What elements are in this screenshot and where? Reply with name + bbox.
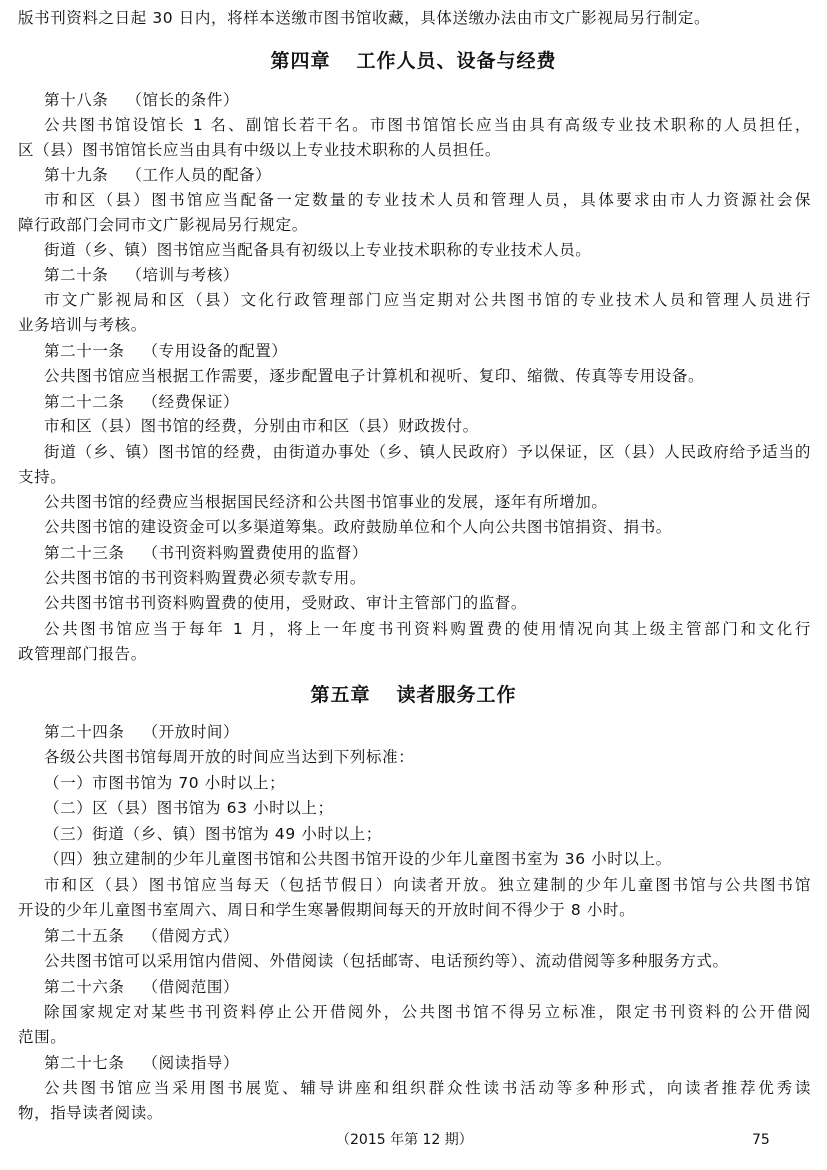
article-heading	[44, 263, 239, 287]
chapter-title: 读者服务工作	[396, 684, 517, 706]
paragraph-line: 市和区（县）图书馆应当每天（包括节假日）向读者开放。独立建制的少年儿童图书馆与公共图书馆	[44, 876, 811, 894]
list-item: （四）独立建制的少年儿童图书馆和公共图书馆开设的少年儿童图书室为 36 小时以上。	[44, 850, 672, 868]
paragraph-line: 公共图书馆的书刊资料购置费必须专款专用。	[44, 569, 367, 587]
chapter-title: 工作人员、设备与经费	[356, 50, 557, 72]
paragraph-line: 公共图书馆应当于每年 1 月，将上一年度书刊资料购置费的使用情况向其上级主管部门和文化行	[44, 620, 811, 638]
paragraph-line: 街道（乡、镇）图书馆应当配备具有初级以上专业技术职称的专业技术人员。	[44, 241, 592, 259]
article-heading	[44, 541, 368, 565]
article-heading	[44, 163, 271, 187]
article-heading	[44, 975, 239, 999]
paragraph-line: 公共图书馆设馆长 1 名、副馆长若干名。市图书馆馆长应当由具有高级专业技术职称的人员担任，	[44, 116, 811, 134]
article-number: 第二十六条	[44, 978, 125, 996]
article-number: 第二十七条	[44, 1054, 125, 1072]
paragraph-line: 物，指导读者阅读。	[18, 1104, 163, 1122]
paragraph-line: 区（县）图书馆馆长应当由具有中级以上专业技术职称的人员担任。	[18, 141, 502, 159]
article-number: 第二十条	[44, 266, 109, 284]
article-number: 第十九条	[44, 166, 109, 184]
article-heading	[44, 720, 239, 744]
article-title: （借阅范围）	[142, 978, 240, 996]
paragraph-line: 街道（乡、镇）图书馆的经费，由街道办事处（乡、镇人民政府）予以保证，区（县）人民政府给予适当的	[44, 443, 811, 461]
article-title: （阅读指导）	[142, 1054, 240, 1072]
paragraph-line: 障行政部门会同市文广影视局另行规定。	[18, 216, 308, 234]
article-title: （培训与考核）	[126, 266, 240, 284]
paragraph-line: 各级公共图书馆每周开放的时间应当达到下列标准：	[44, 748, 415, 766]
article-number: 第二十二条	[44, 393, 125, 411]
article-number: 第二十四条	[44, 723, 125, 741]
chapter-heading	[0, 680, 827, 710]
list-item: （二）区（县）图书馆为 63 小时以上；	[44, 799, 334, 817]
article-number: 第二十三条	[44, 544, 125, 562]
paragraph-line: 支持。	[18, 468, 67, 486]
article-heading	[44, 924, 239, 948]
article-title: （经费保证）	[142, 393, 240, 411]
paragraph-line: 公共图书馆的经费应当根据国民经济和公共图书馆事业的发展，逐年有所增加。	[44, 493, 608, 511]
paragraph-line: 市和区（县）图书馆应当配备一定数量的专业技术人员和管理人员，具体要求由市人力资源社会保	[44, 191, 811, 209]
article-number: 第二十一条	[44, 342, 125, 360]
chapter-number: 第四章	[270, 50, 331, 72]
list-item: （三）街道（乡、镇）图书馆为 49 小时以上；	[44, 825, 382, 843]
list-item: （一）市图书馆为 70 小时以上；	[44, 774, 286, 792]
paragraph-line: 公共图书馆应当采用图书展览、辅导讲座和组织群众性读书活动等多种形式，向读者推荐优秀读	[44, 1079, 811, 1097]
paragraph-line: 公共图书馆可以采用馆内借阅、外借阅读（包括邮寄、电话预约等）、流动借阅等多种服务方式。	[44, 952, 729, 970]
article-title: （书刊资料购置费使用的监督）	[142, 544, 368, 562]
continued-paragraph: 版书刊资料之日起 30 日内，将样本送缴市图书馆收藏，具体送缴办法由市文广影视局另行制定。	[18, 9, 711, 27]
paragraph-line: 公共图书馆的建设资金可以多渠道筹集。政府鼓励单位和个人向公共图书馆捐资、捐书。	[44, 518, 672, 536]
issue-label: （2015 年第 12 期）	[336, 1132, 473, 1148]
article-heading	[44, 1051, 239, 1075]
article-title: （专用设备的配置）	[142, 342, 288, 360]
paragraph-line: 市和区（县）图书馆的经费，分别由市和区（县）财政拨付。	[44, 417, 479, 435]
paragraph-line: 公共图书馆应当根据工作需要，逐步配置电子计算机和视听、复印、缩微、传真等专用设备。	[44, 367, 705, 385]
article-heading	[44, 339, 287, 363]
article-title: （工作人员的配备）	[126, 166, 272, 184]
article-title: （借阅方式）	[142, 927, 240, 945]
paragraph-line: 业务培训与考核。	[18, 316, 147, 334]
article-number: 第十八条	[44, 91, 109, 109]
paragraph-line: 范围。	[18, 1028, 67, 1046]
paragraph-line: 政管理部门报告。	[18, 645, 147, 663]
chapter-number: 第五章	[310, 684, 371, 706]
article-number: 第二十五条	[44, 927, 125, 945]
page-number: 75	[752, 1132, 770, 1148]
article-title: （开放时间）	[142, 723, 240, 741]
article-title: （馆长的条件）	[126, 91, 240, 109]
paragraph-line: 开设的少年儿童图书室周六、周日和学生寒暑假期间每天的开放时间不得少于 8 小时。	[18, 901, 636, 919]
paragraph-line: 除国家规定对某些书刊资料停止公开借阅外，公共图书馆不得另立标准，限定书刊资料的公开借阅	[44, 1003, 811, 1021]
article-heading	[44, 88, 239, 112]
article-heading	[44, 390, 239, 414]
chapter-heading	[0, 46, 827, 76]
paragraph-line: 公共图书馆书刊资料购置费的使用，受财政、审计主管部门的监督。	[44, 594, 528, 612]
paragraph-line: 市文广影视局和区（县）文化行政管理部门应当定期对公共图书馆的专业技术人员和管理人员进行	[44, 291, 811, 309]
